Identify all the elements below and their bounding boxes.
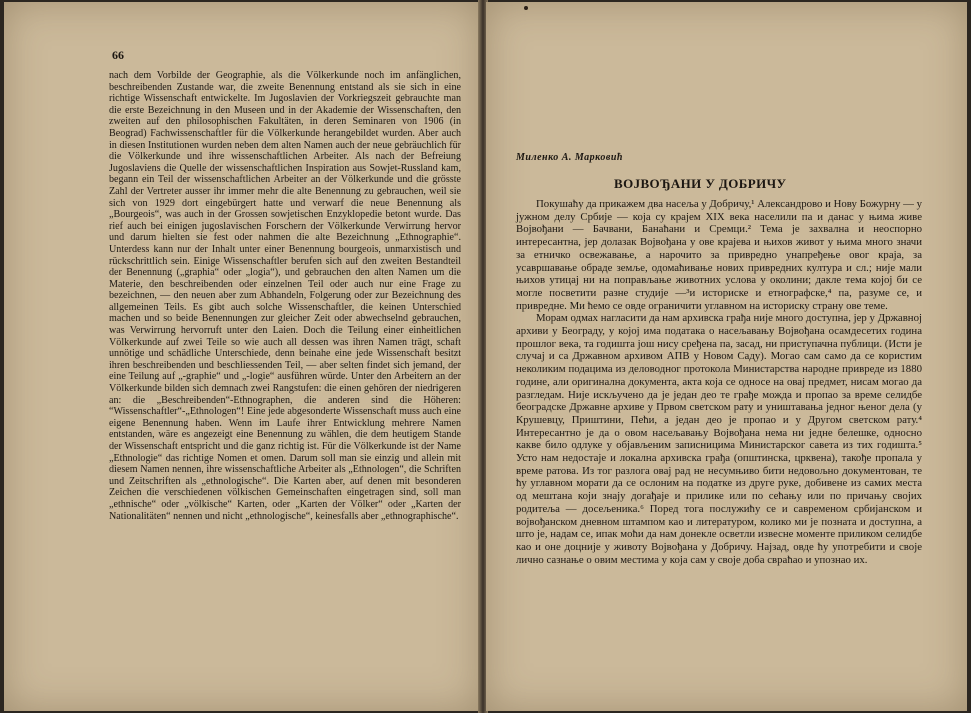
right-page bbox=[486, 2, 967, 711]
left-page bbox=[4, 2, 480, 711]
left-page-text: nach dem Vorbilde der Geographie, als die Völkerkunde noch im anfänglichen, beschreibenden Zustande war, die zweite Benennung entstand als sie sich in eine richtige Wissenschaft entwickelte. Im Jugoslavien der Vorkriegszeit gebrauchte man die erste Bezeichnung in den Museen und in der Akademie der Wissenschaften, den zweiten auf den philosophischen Fakultäten, in deren Seminaren von 1906 (in Beograd) Fachwissenschaftler für die Völkerkunde herangebildet wurden. Aber auch in diesen Institutionen wurden neben dem alten Namen auch der neue gebräuchlich für die Völkerkunde und ihre wissenschaftlichen Arbeiter. Als nach der Befreiung Jugoslaviens die Quelle der wissenschaftlichen Inspiration aus Sowjet-Russland kam, begann ein Teil der wissenschaftlichen Arbeiter an der Völkerkunde und die grösste Zahl der Vertreter ausser ihr immer mehr die alte Benennung zu gebrauchen, weil sie sich von 1929 dort eingebürgert hatte und verwarf die neue Benennung als „Bourgeois“, was auch in der Grossen sowjetischen Enzyklopedie betont wurde. Das rief auch bei einigen jugoslavischen Forschern der Völkerkunde Verwirrung hervor und darum hielten sie fest oder nahmen die alte Bezeichnung „Ethnographie“. Unterdess kann nur der Inhalt unter einer Benennung bourgeois, unmarxistisch und rückschrittlich sein. Einige Wissenschaftler berufen sich auf den zweiten Bestandteil der Benennung („graphia“ oder „logia“), und gebrauchen den alten Namen um die Materie, den beschreibenden oder einzelnen Teil oder auch nur eine Frage zu bezeichnen, — den neuen aber zum Abhandeln, Folgerung oder zur Bezeichnung des allgemeinen Teils. Es gibt auch solche Wissenschaftler, die keinen Unterschied machen und so beide Benennungen zur gleicher Zeit oder abwechselnd gebrauchen, was Verwirrung hervorruft unter den Laien. Doch die Teilung einer einheitlichen Völkerkunde auf zwei Teile so wie auch all dessen was ihren Namen trägt, schaft unnötige und schädliche Unterschiede, denn beinahe eine jede Wissenschaft besitzt ihren beschreibenden und beschliessenden Teil, — aber selten findet sich jemand, der eine Teilung auf „-graphie“ und „-logie“ ausführen würde. Unter den Arbeitern an der Völkerkunde bilden sich demnach zwei Rangstufen: die einen gehören der niedrigeren an: die „Beschreibenden“-Ethnographen, die anderen sind die Höheren: “Wissenschaftler“-„Ethnologen“! Eine jede abgesonderte Wissenschaft muss auch eine eigene Benennung haben. Wenn im Laufe ihrer Entwicklung mehrere Namen entstanden, wäre es angezeigt eine Benennung zu wählen, die dem heutigem Stande der Wissenschaft entspricht und die ganz richtig ist. Für die Völkerkunde ist der Name „Ethnologie“ das richtige Nomen et omen. Darum soll man sie einzig und allein mit diesem Namen nennen, ihre wissenschaftliche Arbeiter als „Ethnologen“, die Schriften und Zeitschriften als „ethnologische“. Die Karten aber, auf denen mit besonderen Zeichen die verschiedenen völkischen Gemeinschaften eingetragen sind, soll man „ethnische“ oder „völkische“ Karten, oder „Karten der Völker“ oder „Karten der Nationalitäten“ nennen und nicht „ethnologische“, keinesfalls aber „ethnographische“. bbox=[109, 70, 461, 522]
article-author: Миленко А. Марковић bbox=[516, 152, 623, 163]
dot-mark-icon bbox=[524, 6, 528, 10]
article-title: ВОЈВОЂАНИ У ДОБРИЧУ bbox=[614, 176, 787, 191]
article-paragraph: Покушаћу да прикажем два насеља у Добричу,¹ Александрово и Нову Божурну — у јужном делу Србије — која су крајем XIX века населили па и данас у њима живе Војвођани — Бачвани, Банаћани и Сремци.² Тема је захвална и неоспорно интересантна, јер долазак Војвођана у ове крајева и њихов живот у њима много значи за етничко освежавање, а нарочито за привредно унапређење овог краја, за усавршавање обраде земље, одомаћивање нових привредних култура и сл.; није мали њихов утицај ни на поправљање животних услова у околини; дакле тема којој би се могле посветити разне студије —³и историске и етнографске,⁴ па, разуме се, и привредне. Ми ћемо се овде ограничити углавном на историску страну ове теме. bbox=[516, 198, 922, 312]
article-paragraph: Морам одмах нагласити да нам архивска грађа није много доступна, јер у Државној архиви у Београду, у којој има података о насељавању Војвођана осамдесетих година прошлог века, та годишта још нису сређена па, засад, ни приступачна публици. (Исти је случај и са Државном архивом АПВ у Новом Саду). Могао сам само да се користим неколиким подацима из деловодног протокола Министарства народне привреде из 1880 године, али оригинална документа, акта која се односе на овај предмет, нисам могао да разгледам. Није искључено да је један део те грађе можда и пропао за време селидбе београдске Државне архиве у Првом светском рату и уништавања једног њеног дела (у Крушевцу, Приштини, Пећи, а један део је пропао и у Другом светском рату.⁴ Интересантно је да о овом насељавању Војвођана нема ни једне белешке, односно какве било одлуке у објављеним записницима Министарског савета из тих годишта.⁵ Усто нам недостаје и локална архивска грађа (општинска, црквена), такође пропала у време ратова. Из тог разлога овај рад не несумњиво бити недовољно документован, те ћу углавном морати да се ослоним на податке из друге руке, добивене из самих места од мештана који знају догађаје и прилике или по сећању или по причању својих родитеља — досељеника.⁶ Поред тога послужићу се и савременом србијанском и војвођанском дневном штампом као и литературом, колико ми је позната и доступна, а што је, надам се, ипак моћи да нам донекле осветли извесне моменте приликом селидбе као и оне доцније у животу Војвођана у Добричу. Најзад, овде ћу употребити и своје лично сазнање о овим местима у која сам у своје доба свраћао и упознао их. bbox=[516, 312, 922, 566]
article-body bbox=[516, 198, 922, 566]
page-number: 66 bbox=[112, 48, 124, 62]
